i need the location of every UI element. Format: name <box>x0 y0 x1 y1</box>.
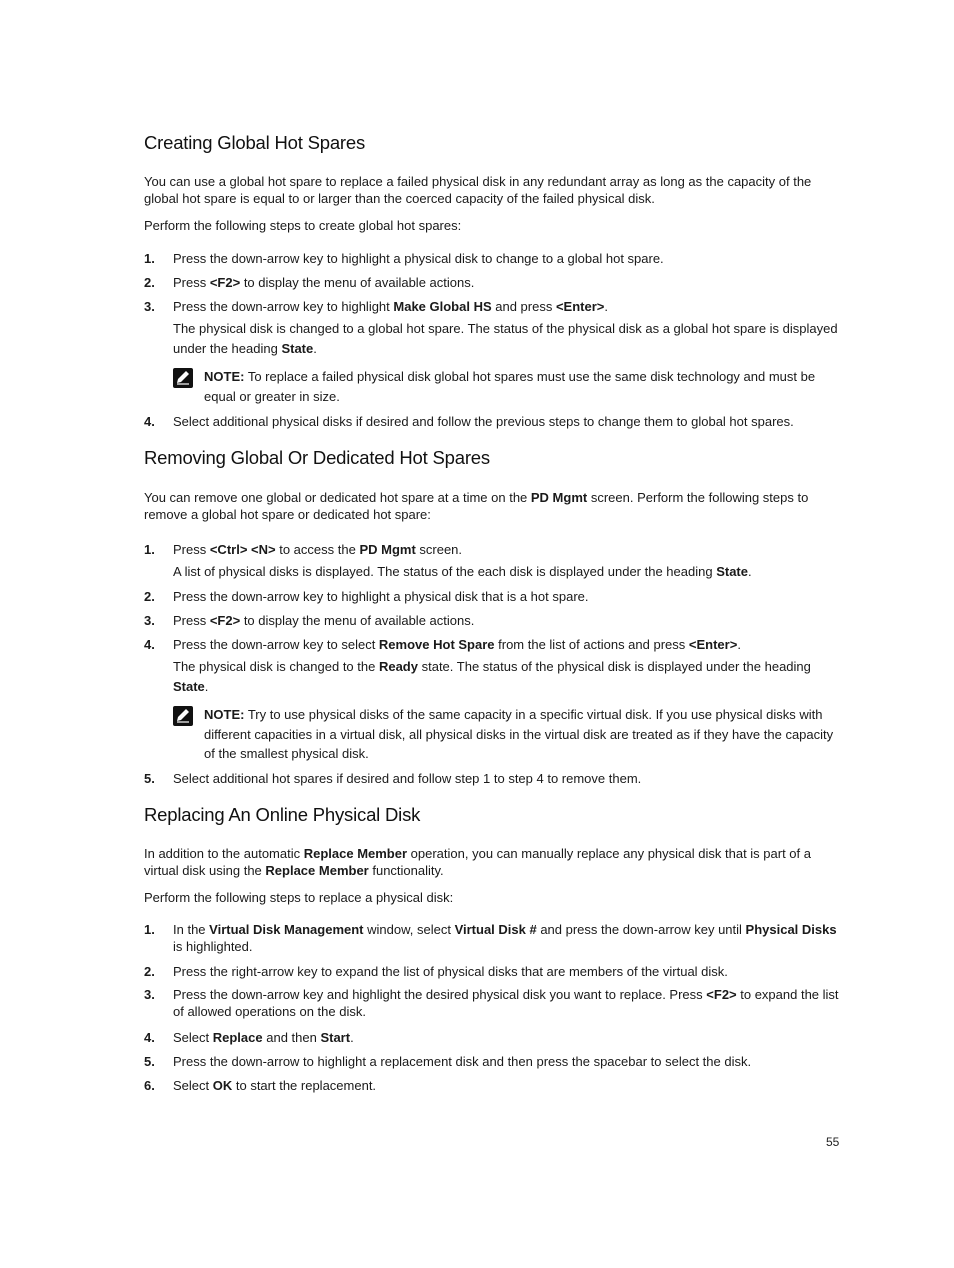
step-number: 5. <box>144 771 155 786</box>
step-number: 2. <box>144 589 155 604</box>
note-pencil-icon <box>173 368 193 388</box>
step-text: Press <F2> to display the menu of available actions. <box>173 275 475 290</box>
note-pencil-icon <box>173 706 193 726</box>
step-number: 3. <box>144 299 155 314</box>
note-text: NOTE: To replace a failed physical disk global hot spares must use the same disk technology and must be equal or greater in size. <box>204 369 816 404</box>
step-number: 5. <box>144 1054 155 1069</box>
s3-lead: Perform the following steps to replace a physical disk: <box>144 890 454 905</box>
s2-intro: You can remove one global or dedicated hot spare at a time on the PD Mgmt screen. Perform the following steps to remove a global hot spare or dedicated hot spare: <box>144 490 809 522</box>
step-number: 1. <box>144 922 155 937</box>
step-number: 2. <box>144 964 155 979</box>
step-number: 2. <box>144 275 155 290</box>
heading-removing-hot-spares: Removing Global Or Dedicated Hot Spares <box>144 447 490 468</box>
heading-replacing-online-physical-disk: Replacing An Online Physical Disk <box>144 804 421 825</box>
s1-step-3-detail: The physical disk is changed to a global hot spare. The status of the physical disk as a global hot spare is displayed under the heading State. <box>173 321 838 356</box>
step-number: 1. <box>144 251 155 266</box>
s1-lead: Perform the following steps to create global hot spares: <box>144 218 462 233</box>
step-text: Press <Ctrl> <N> to access the PD Mgmt screen. <box>173 542 463 557</box>
step-number: 3. <box>144 613 155 628</box>
step-text: Press the down-arrow to highlight a replacement disk and then press the spacebar to select the disk. <box>173 1054 752 1069</box>
step-text: Press the down-arrow key to highlight a physical disk to change to a global hot spare. <box>173 251 664 266</box>
step-number: 4. <box>144 637 155 652</box>
step-number: 6. <box>144 1078 155 1093</box>
step-text: Press <F2> to display the menu of available actions. <box>173 613 475 628</box>
step-text: Select additional physical disks if desired and follow the previous steps to change them to global hot spares. <box>173 414 794 429</box>
note-text: NOTE: Try to use physical disks of the same capacity in a specific virtual disk. If you use physical disks with different capacities in a virtual disk, all physical disks in the virtual disk are treated as if they have the capacity of the smallest physical disk. <box>204 707 834 761</box>
step-number: 4. <box>144 1030 155 1045</box>
s1-intro: You can use a global hot spare to replace a failed physical disk in any redundant array as long as the capacity of the global hot spare is equal to or larger than the coerced capacity of the failed physical disk. <box>144 174 812 206</box>
step-number: 4. <box>144 414 155 429</box>
s2-step-4-detail: The physical disk is changed to the Ready state. The status of the physical disk is displayed under the heading State. <box>173 659 811 694</box>
step-number: 1. <box>144 542 155 557</box>
step-text: Press the down-arrow key and highlight the desired physical disk you want to replace. Press <F2> to expand the list of allowed operations on the disk. <box>173 987 839 1019</box>
step-text: Press the down-arrow key to highlight a physical disk that is a hot spare. <box>173 589 589 604</box>
step-text: In the Virtual Disk Management window, select Virtual Disk # and press the down-arrow key until Physical Disks is highlighted. <box>173 922 837 954</box>
step-text: Select Replace and then Start. <box>173 1030 354 1045</box>
s2-step-1-detail: A list of physical disks is displayed. The status of the each disk is displayed under the heading State. <box>173 564 752 579</box>
s3-intro: In addition to the automatic Replace Member operation, you can manually replace any physical disk that is part of a virtual disk using the Replace Member functionality. <box>144 846 811 878</box>
heading-creating-global-hot-spares: Creating Global Hot Spares <box>144 132 366 153</box>
step-text: Press the down-arrow key to select Remove Hot Spare from the list of actions and press <Enter>. <box>173 637 741 652</box>
step-number: 3. <box>144 987 155 1002</box>
step-text: Press the right-arrow key to expand the list of physical disks that are members of the virtual disk. <box>173 964 728 979</box>
step-text: Select OK to start the replacement. <box>173 1078 377 1093</box>
page-number: 55 <box>826 1135 840 1149</box>
step-text: Press the down-arrow key to highlight Make Global HS and press <Enter>. <box>173 299 609 314</box>
step-text: Select additional hot spares if desired and follow step 1 to step 4 to remove them. <box>173 771 642 786</box>
